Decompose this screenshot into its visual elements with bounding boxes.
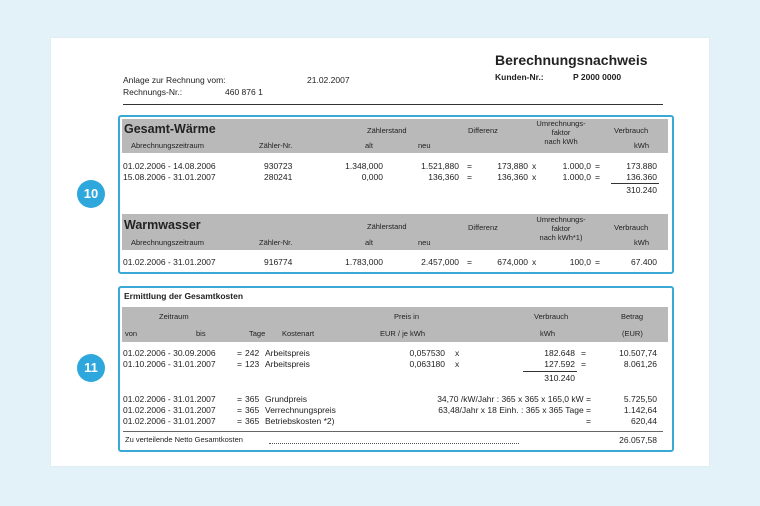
invoice-date-value: 21.02.2007	[307, 75, 350, 85]
water-section-title: Warmwasser	[124, 218, 201, 232]
amount: 5.725,50	[623, 394, 657, 404]
sum-line	[611, 183, 659, 184]
cost-type: Verrechnungspreis	[265, 405, 336, 415]
new-reading: 1.521,880	[421, 161, 459, 171]
heat-col-factor: Umrechnungs- faktor nach kWh	[536, 119, 586, 146]
invoice-number-label: Rechnungs-Nr.:	[123, 87, 183, 97]
period: 15.08.2006 - 31.01.2007	[123, 172, 216, 182]
consumption-total: 310.240	[544, 373, 575, 383]
old-reading: 1.348,000	[345, 161, 383, 171]
heat-col-diff: Differenz	[468, 126, 498, 135]
times: x	[532, 172, 537, 182]
net-total-label: Zu verteilende Netto Gesamtkosten	[125, 435, 243, 444]
amount: 1.142,64	[623, 405, 657, 415]
calculation: 34,70 /kW/Jahr : 365 x 365 x 165,0 kW =	[437, 394, 591, 404]
costs-col-preis: Preis in	[394, 312, 420, 321]
costs-col-zeitraum: Zeitraum	[159, 312, 189, 321]
net-total-value: 26.057,58	[619, 435, 657, 445]
factor: 100,0	[569, 257, 591, 267]
old-reading: 1.783,000	[345, 257, 383, 267]
heat-col-usage: Verbrauch	[614, 126, 649, 135]
equals: =	[237, 416, 242, 426]
meter: 930723	[264, 161, 293, 171]
usage: 173.880	[626, 161, 657, 171]
meter: 280241	[264, 172, 293, 182]
costs-col-verbrauch-unit: kWh	[540, 329, 555, 338]
water-col-diff: Differenz	[468, 223, 498, 232]
costs-col-kostenart: Kostenart	[282, 329, 315, 338]
meter: 916774	[264, 257, 293, 267]
equals: =	[237, 359, 242, 369]
equals: =	[237, 394, 242, 404]
costs-col-bis: bis	[196, 329, 206, 338]
heat-col-old: alt	[365, 141, 373, 150]
cost-type: Arbeitspreis	[265, 359, 310, 369]
costs-col-von: von	[125, 329, 138, 338]
consumption: 127.592	[544, 359, 575, 369]
consumption: 182.648	[544, 348, 575, 358]
days: 242	[245, 348, 260, 358]
times: x	[532, 161, 537, 171]
old-reading: 0,000	[361, 172, 383, 182]
marker-badge-11: 11	[77, 354, 105, 382]
heat-section-title: Gesamt-Wärme	[124, 122, 216, 136]
amount: 10.507,74	[619, 348, 657, 358]
water-col-factor: Umrechnungs- faktor nach kWh*1)	[536, 215, 586, 242]
marker-badge-10: 10	[77, 180, 105, 208]
header-divider	[123, 104, 663, 105]
heat-col-meter: Zähler-Nr.	[259, 141, 293, 150]
customer-number-value: P 2000 0000	[573, 72, 622, 82]
factor: 1.000,0	[562, 172, 591, 182]
costs-col-preis-unit: EUR / je kWh	[380, 329, 426, 338]
amount: 8.061,26	[623, 359, 657, 369]
factor: 1.000,0	[562, 161, 591, 171]
heat-col-new: neu	[418, 141, 431, 150]
new-reading: 136,360	[428, 172, 459, 182]
equals: =	[237, 405, 242, 415]
period: 01.02.2006 - 14.08.2006	[123, 161, 216, 171]
calculation: 63,48/Jahr x 18 Einh. : 365 x 365 Tage =	[438, 405, 591, 415]
water-col-old: alt	[365, 238, 373, 247]
cost-type: Grundpreis	[265, 394, 308, 404]
price: 0,063180	[409, 359, 445, 369]
times: x	[532, 257, 537, 267]
customer-number-label: Kunden-Nr.:	[495, 72, 544, 82]
amount: 620,44	[631, 416, 657, 426]
water-col-usage: Verbrauch	[614, 223, 649, 232]
days: 365	[245, 405, 260, 415]
equals: =	[581, 359, 586, 369]
document-title: Berechnungsnachweis	[495, 52, 648, 68]
equals: =	[237, 348, 242, 358]
equals: =	[467, 257, 472, 267]
equals: =	[467, 161, 472, 171]
calculation: =	[586, 416, 591, 426]
difference: 136,360	[497, 172, 528, 182]
period: 01.02.2006 - 30.09.2006	[123, 348, 216, 358]
difference: 674,000	[497, 257, 528, 267]
cost-type: Arbeitspreis	[265, 348, 310, 358]
water-col-new: neu	[418, 238, 431, 247]
costs-col-betrag: Betrag	[621, 312, 644, 321]
days: 365	[245, 416, 260, 426]
period: 01.02.2006 - 31.01.2007	[123, 394, 216, 404]
usage: 136.360	[626, 172, 657, 182]
equals: =	[581, 348, 586, 358]
period: 01.02.2006 - 31.01.2007	[123, 257, 216, 267]
costs-col-verbrauch: Verbrauch	[534, 312, 569, 321]
new-reading: 2.457,000	[421, 257, 459, 267]
period: 01.10.2006 - 31.01.2007	[123, 359, 216, 369]
water-col-period: Abrechnungszeitraum	[131, 238, 204, 247]
times: x	[455, 359, 460, 369]
equals: =	[595, 161, 600, 171]
period: 01.02.2006 - 31.01.2007	[123, 416, 216, 426]
costs-col-tage: Tage	[249, 329, 266, 338]
costs-section-title: Ermittlung der Gesamtkosten	[124, 291, 244, 301]
water-col-reading: Zählerstand	[367, 222, 407, 231]
invoice-number-value: 460 876 1	[225, 87, 263, 97]
days: 365	[245, 394, 260, 404]
heat-col-period: Abrechnungszeitraum	[131, 141, 204, 150]
equals: =	[595, 257, 600, 267]
water-col-unit: kWh	[634, 238, 649, 247]
heat-col-unit: kWh	[634, 141, 649, 150]
water-col-meter: Zähler-Nr.	[259, 238, 293, 247]
usage: 67.400	[631, 257, 657, 267]
equals: =	[595, 172, 600, 182]
invoice-date-label: Anlage zur Rechnung vom:	[123, 75, 226, 85]
times: x	[455, 348, 460, 358]
period: 01.02.2006 - 31.01.2007	[123, 405, 216, 415]
cost-type: Betriebskosten *2)	[265, 416, 335, 426]
invoice-document	[51, 38, 709, 466]
heat-col-reading: Zählerstand	[367, 126, 407, 135]
sum-line	[523, 371, 577, 372]
difference: 173,880	[497, 161, 528, 171]
price: 0,057530	[409, 348, 445, 358]
leader-dots	[269, 443, 519, 444]
costs-col-betrag-unit: (EUR)	[622, 329, 643, 338]
heat-total: 310.240	[626, 185, 657, 195]
days: 123	[245, 359, 260, 369]
equals: =	[467, 172, 472, 182]
total-divider	[123, 431, 663, 432]
